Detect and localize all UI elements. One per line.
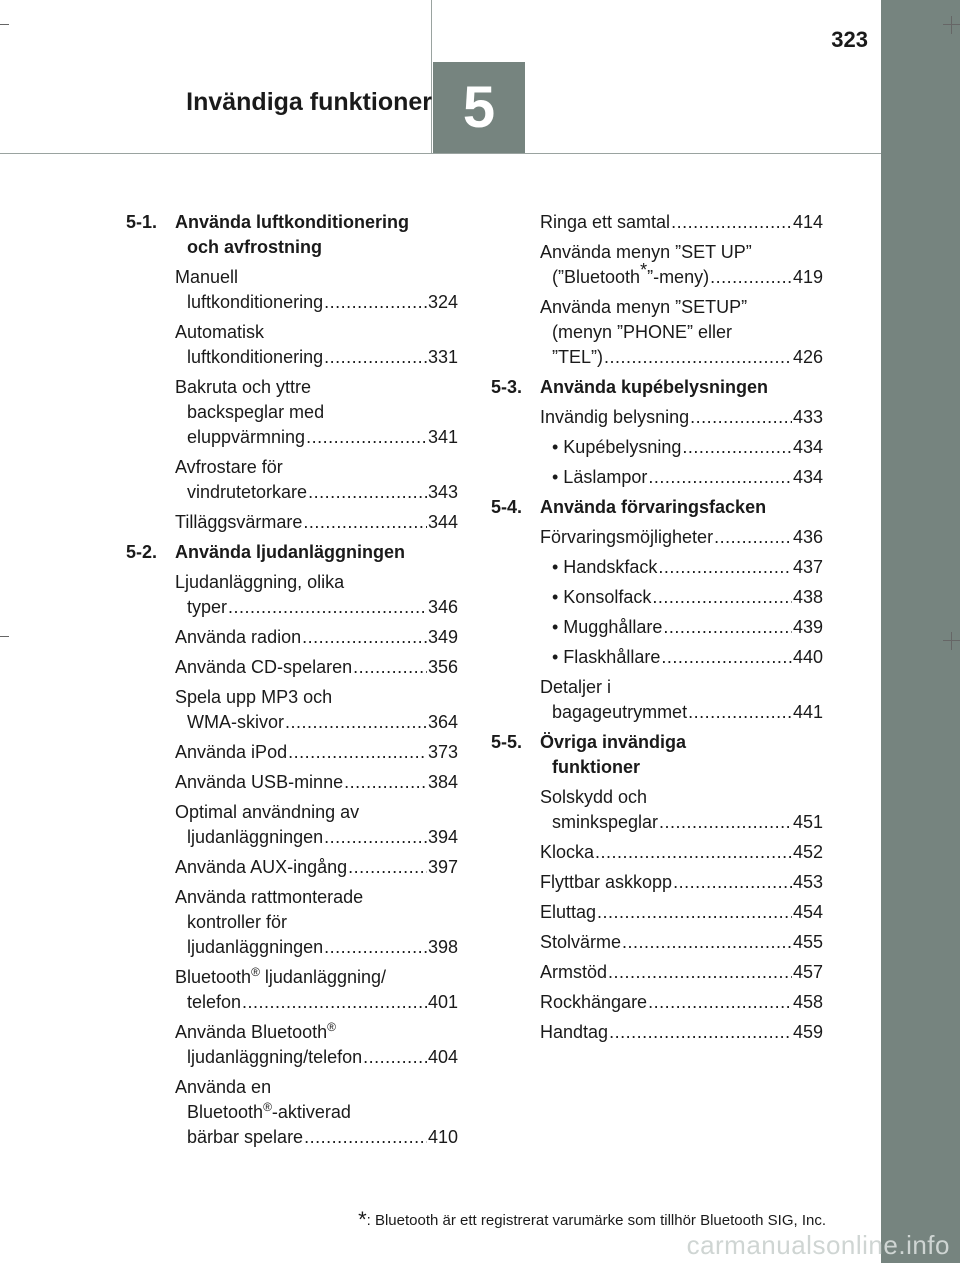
entry-text: • Flaskhållare [552, 647, 661, 667]
entry-page: 455 [792, 932, 823, 952]
leader-dots [622, 930, 792, 955]
leader-dots [324, 825, 427, 850]
leader-dots [659, 810, 792, 835]
section-title: Använda kupébelysningen [540, 377, 769, 397]
footnote-star: * [640, 260, 648, 280]
entry-page: 440 [792, 647, 823, 667]
toc-entry[interactable] [491, 900, 823, 925]
entry-page: 441 [792, 702, 823, 722]
entry-page: 331 [427, 347, 458, 367]
entry-text: Detaljer i [540, 677, 612, 697]
entry-text: Ringa ett samtal [540, 212, 671, 232]
entry-text: ljudanläggningen [187, 827, 324, 847]
entry-text: ”-meny) [647, 267, 710, 287]
entry-text: Förvaringsmöjligheter [540, 527, 714, 547]
leader-dots [302, 625, 427, 650]
leader-dots [353, 655, 427, 680]
entry-text: (menyn ”PHONE” eller [552, 322, 733, 342]
leader-dots [673, 870, 792, 895]
entry-text: kontroller för [187, 912, 288, 932]
chapter-title: Invändiga funktioner [186, 88, 432, 116]
entry-text: sminkspeglar [552, 812, 659, 832]
entry-page: 457 [792, 962, 823, 982]
section-number: 5-2. [126, 542, 158, 562]
entry-text: • Konsolfack [552, 587, 652, 607]
toc-entry[interactable] [491, 990, 823, 1015]
entry-page: 437 [792, 557, 823, 577]
toc-entry[interactable] [126, 1020, 458, 1070]
entry-text: Använda radion [175, 627, 302, 647]
toc-entry[interactable] [126, 685, 458, 735]
toc-entry[interactable] [491, 1020, 823, 1045]
entry-page: 414 [792, 212, 823, 232]
section-title: Använda ljudanläggningen [175, 542, 406, 562]
toc-section-5-5[interactable] [491, 730, 823, 780]
entry-text: Rockhängare [540, 992, 648, 1012]
entry-page: 434 [792, 437, 823, 457]
toc-section-5-2[interactable] [126, 540, 458, 565]
entry-text: Använda Bluetooth [175, 1022, 328, 1042]
leader-dots [648, 465, 792, 490]
registered-mark: ® [327, 1020, 336, 1034]
leader-dots [648, 990, 792, 1015]
leader-dots [285, 710, 427, 735]
entry-page: 434 [792, 467, 823, 487]
toc-entry[interactable] [126, 655, 458, 680]
footnote-star: * [358, 1207, 367, 1232]
entry-text: • Handskfack [552, 557, 658, 577]
entry-text: Eluttag [540, 902, 597, 922]
entry-text: Stolvärme [540, 932, 622, 952]
chapter-number-box [433, 62, 525, 153]
entry-text: Avfrostare för [175, 457, 283, 477]
entry-text: Använda USB-minne [175, 772, 344, 792]
toc-entry[interactable] [126, 965, 458, 1015]
toc-entry[interactable] [491, 295, 823, 370]
toc-subentry[interactable] [491, 435, 823, 460]
entry-page: 401 [427, 992, 458, 1012]
section-number: 5-1. [126, 212, 158, 232]
toc-entry[interactable] [491, 960, 823, 985]
entry-page: 364 [427, 712, 458, 732]
chapter-number: 5 [462, 75, 496, 140]
entry-text: Flyttbar askkopp [540, 872, 673, 892]
entry-text: Använda CD-spelaren [175, 657, 353, 677]
leader-dots [604, 345, 792, 370]
entry-page: 436 [792, 527, 823, 547]
leader-dots [608, 960, 792, 985]
toc-entry[interactable] [126, 510, 458, 535]
page-number: 323 [831, 27, 868, 52]
leader-dots [304, 1125, 427, 1150]
entry-text: Använda menyn ”SET UP” [540, 242, 752, 262]
entry-text: luftkonditionering [187, 292, 324, 312]
leader-dots [682, 435, 792, 460]
entry-text: Manuell [175, 267, 239, 287]
entry-text: Ljudanläggning, olika [175, 572, 345, 592]
entry-text: Använda iPod [175, 742, 288, 762]
entry-page: 356 [427, 657, 458, 677]
toc-entry[interactable] [126, 265, 458, 315]
toc-subentry[interactable] [491, 465, 823, 490]
entry-page: 426 [792, 347, 823, 367]
toc-entry[interactable] [491, 525, 823, 550]
leader-dots [363, 1045, 427, 1070]
leader-dots [324, 290, 427, 315]
footnote-text: : Bluetooth är ett registrerat varumärke som tillhör Bluetooth SIG, Inc. [366, 1212, 826, 1229]
entry-text: ljudanläggning/ [259, 967, 387, 987]
leader-dots [688, 700, 792, 725]
entry-text: Använda menyn ”SETUP” [540, 297, 748, 317]
entry-page: 404 [427, 1047, 458, 1067]
toc-entry[interactable] [491, 840, 823, 865]
leader-dots [348, 855, 427, 880]
entry-text: telefon [187, 992, 242, 1012]
toc-subentry[interactable] [491, 615, 823, 640]
toc-subentry[interactable] [491, 645, 823, 670]
registered-mark: ® [251, 965, 260, 979]
entry-text: ljudanläggningen [187, 937, 324, 957]
entry-page: 349 [427, 627, 458, 647]
section-title-cont: funktioner [552, 757, 640, 777]
toc-entry[interactable] [491, 870, 823, 895]
registration-mark [0, 16, 9, 34]
leader-dots [710, 265, 792, 290]
entry-page: 398 [427, 937, 458, 957]
entry-text: Armstöd [540, 962, 608, 982]
toc-section-5-4[interactable] [491, 495, 823, 520]
entry-text: ”TEL”) [552, 347, 603, 367]
entry-text: • Kupébelysning [552, 437, 682, 457]
entry-text: Använda rattmonterade [175, 887, 364, 907]
entry-text: Bluetooth [175, 967, 252, 987]
header-divider [0, 153, 881, 154]
toc-entry[interactable] [491, 785, 823, 835]
toc-entry[interactable] [126, 885, 458, 960]
entry-page: 438 [792, 587, 823, 607]
registration-mark [943, 16, 960, 34]
leader-dots [690, 405, 792, 430]
entry-page: 343 [427, 482, 458, 502]
section-title: Använda luftkonditionering [175, 212, 409, 232]
toc-entry[interactable] [126, 800, 458, 850]
leader-dots [344, 770, 427, 795]
toc-entry[interactable] [126, 740, 458, 765]
entry-page: 452 [792, 842, 823, 862]
entry-text: Invändig belysning [540, 407, 690, 427]
entry-text: -aktiverad [271, 1102, 351, 1122]
section-title: Övriga invändiga [540, 732, 687, 752]
toc-entry[interactable] [491, 240, 823, 290]
watermark: carmanualsonline.info [686, 1230, 950, 1260]
leader-dots [324, 935, 427, 960]
entry-page: 459 [792, 1022, 823, 1042]
entry-text: Använda AUX-ingång [175, 857, 348, 877]
entry-text: Spela upp MP3 och [175, 687, 333, 707]
section-number: 5-5. [491, 732, 523, 752]
section-title: Använda förvaringsfacken [540, 497, 767, 517]
toc-left-column [126, 210, 458, 1155]
leader-dots [658, 555, 792, 580]
leader-dots [652, 585, 792, 610]
registration-mark [943, 632, 960, 650]
entry-text: Optimal användning av [175, 802, 360, 822]
leader-dots [303, 510, 427, 535]
entry-page: 439 [792, 617, 823, 637]
toc-entry[interactable] [126, 455, 458, 505]
entry-text: bärbar spelare [187, 1127, 304, 1147]
entry-text: backspeglar med [187, 402, 325, 422]
entry-text: Bluetooth [187, 1102, 264, 1122]
entry-text: Bakruta och yttre [175, 377, 312, 397]
entry-page: 419 [792, 267, 823, 287]
toc-entry[interactable] [126, 375, 458, 450]
toc-entry[interactable] [491, 675, 823, 725]
entry-text: eluppvärmning [187, 427, 306, 447]
entry-page: 344 [427, 512, 458, 532]
entry-page: 394 [427, 827, 458, 847]
entry-page: 451 [792, 812, 823, 832]
entry-text: (”Bluetooth [552, 267, 641, 287]
leader-dots [228, 595, 427, 620]
leader-dots [597, 900, 792, 925]
toc-entry[interactable] [126, 855, 458, 880]
toc-entry[interactable] [126, 1075, 458, 1150]
leader-dots [324, 345, 427, 370]
entry-text: • Mugghållare [552, 617, 663, 637]
leader-dots [306, 425, 427, 450]
entry-text: • Läslampor [552, 467, 648, 487]
entry-page: 453 [792, 872, 823, 892]
toc-entry[interactable] [491, 210, 823, 235]
entry-text: WMA-skivor [187, 712, 284, 732]
entry-page: 454 [792, 902, 823, 922]
entry-page: 433 [792, 407, 823, 427]
toc-entry[interactable] [126, 625, 458, 650]
entry-text: luftkonditionering [187, 347, 324, 367]
toc-right-column [491, 210, 823, 1050]
section-number: 5-4. [491, 497, 523, 517]
toc-subentry[interactable] [491, 555, 823, 580]
toc-entry[interactable] [491, 930, 823, 955]
entry-text: Automatisk [175, 322, 265, 342]
entry-text: Handtag [540, 1022, 609, 1042]
leader-dots [671, 210, 792, 235]
leader-dots [661, 645, 792, 670]
leader-dots [609, 1020, 792, 1045]
toc-section-5-1[interactable] [126, 210, 458, 260]
registered-mark: ® [263, 1100, 272, 1114]
entry-text: Använda en [175, 1077, 272, 1097]
toc-entry[interactable] [126, 770, 458, 795]
entry-text: typer [187, 597, 228, 617]
leader-dots [288, 740, 427, 765]
section-number: 5-3. [491, 377, 523, 397]
entry-page: 458 [792, 992, 823, 1012]
toc-subentry[interactable] [491, 585, 823, 610]
leader-dots [242, 990, 427, 1015]
entry-text: bagageutrymmet [552, 702, 688, 722]
entry-text: Klocka [540, 842, 595, 862]
toc-entry[interactable] [126, 570, 458, 620]
entry-page: 324 [427, 292, 458, 312]
entry-page: 410 [427, 1127, 458, 1147]
entry-page: 397 [427, 857, 458, 877]
entry-text: Solskydd och [540, 787, 648, 807]
entry-page: 373 [427, 742, 458, 762]
entry-text: ljudanläggning/telefon [187, 1047, 363, 1067]
toc-entry[interactable] [126, 320, 458, 370]
entry-text: vindrutetorkare [187, 482, 308, 502]
entry-page: 346 [427, 597, 458, 617]
entry-text: Tilläggsvärmare [175, 512, 303, 532]
toc-section-5-3[interactable] [491, 375, 823, 400]
registration-mark [0, 628, 9, 646]
leader-dots [595, 840, 792, 865]
section-title-cont: och avfrostning [187, 237, 323, 257]
entry-page: 341 [427, 427, 458, 447]
leader-dots [308, 480, 427, 505]
header-vertical-divider [431, 0, 432, 153]
entry-page: 384 [427, 772, 458, 792]
toc-entry[interactable] [491, 405, 823, 430]
leader-dots [663, 615, 792, 640]
leader-dots [714, 525, 792, 550]
